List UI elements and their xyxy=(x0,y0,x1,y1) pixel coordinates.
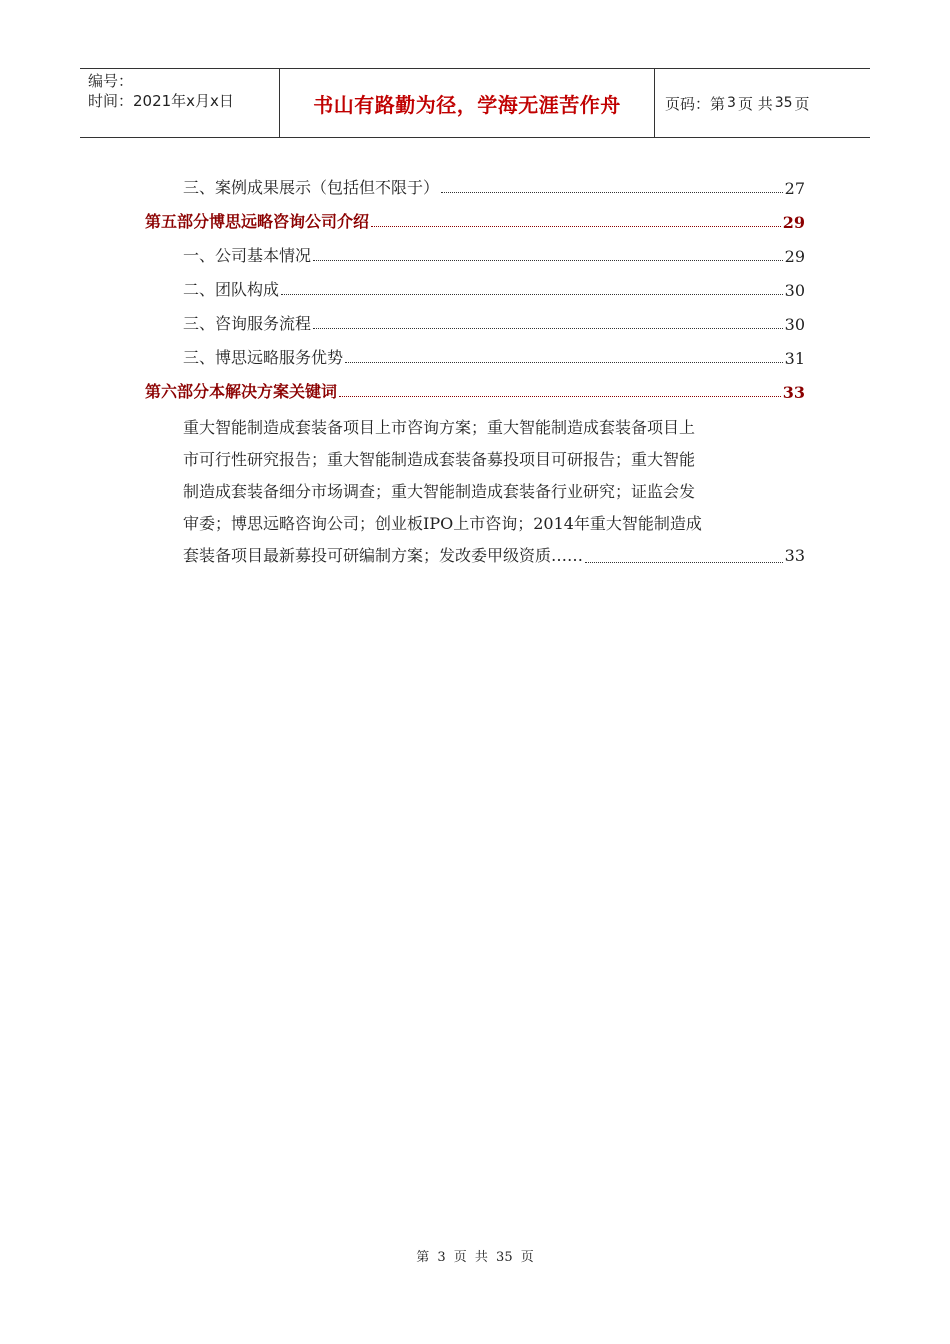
page-footer: 第 3 页 共 35 页 xyxy=(416,1250,534,1265)
header-page-total: 35 xyxy=(774,95,793,111)
keywords-line: 制造成套装备细分市场调查；重大智能制造成套装备行业研究；证监会发 xyxy=(183,482,696,501)
keywords-paragraph[interactable] xyxy=(183,412,805,572)
header-page-current: 3 xyxy=(727,95,736,111)
document-number-label: 编号： xyxy=(88,72,134,90)
header-page-info: 页码：第 3 页 共 35 页 xyxy=(665,94,810,113)
header-meta xyxy=(80,69,280,137)
toc-section[interactable]: 第六部分本解决方案关键词 33 xyxy=(145,382,805,402)
keywords-line: 重大智能制造成套装备项目上市咨询方案；重大智能制造成套装备项目上 xyxy=(183,418,696,437)
keywords-last-line: 套装备项目最新募投可研编制方案；发改委甲级资质…… 33 xyxy=(183,540,805,572)
keywords-line: 市可行性研究报告；重大智能制造成套装备募投项目可研报告；重大智能 xyxy=(183,450,696,469)
toc-entry[interactable]: 三、博思远略服务优势 31 xyxy=(183,348,805,368)
toc-section[interactable]: 第五部分博思远略咨询公司介绍 29 xyxy=(145,212,805,232)
page-header xyxy=(80,68,870,138)
toc-entry[interactable]: 三、咨询服务流程 30 xyxy=(183,314,805,334)
toc-entry[interactable]: 一、公司基本情况 29 xyxy=(183,246,805,266)
header-motto: 书山有路勤为径，学海无涯苦作舟 xyxy=(280,69,655,137)
keywords-line: 审委；博思远略咨询公司；创业板IPO上市咨询；2014年重大智能制造成 xyxy=(183,514,702,533)
toc-entry[interactable]: 二、团队构成 30 xyxy=(183,280,805,300)
document-time: 时间：2021年x月x日 xyxy=(88,92,234,110)
keywords-page: 33 xyxy=(784,546,805,565)
toc-entry[interactable]: 三、案例成果展示（包括但不限于） 27 xyxy=(183,178,805,198)
